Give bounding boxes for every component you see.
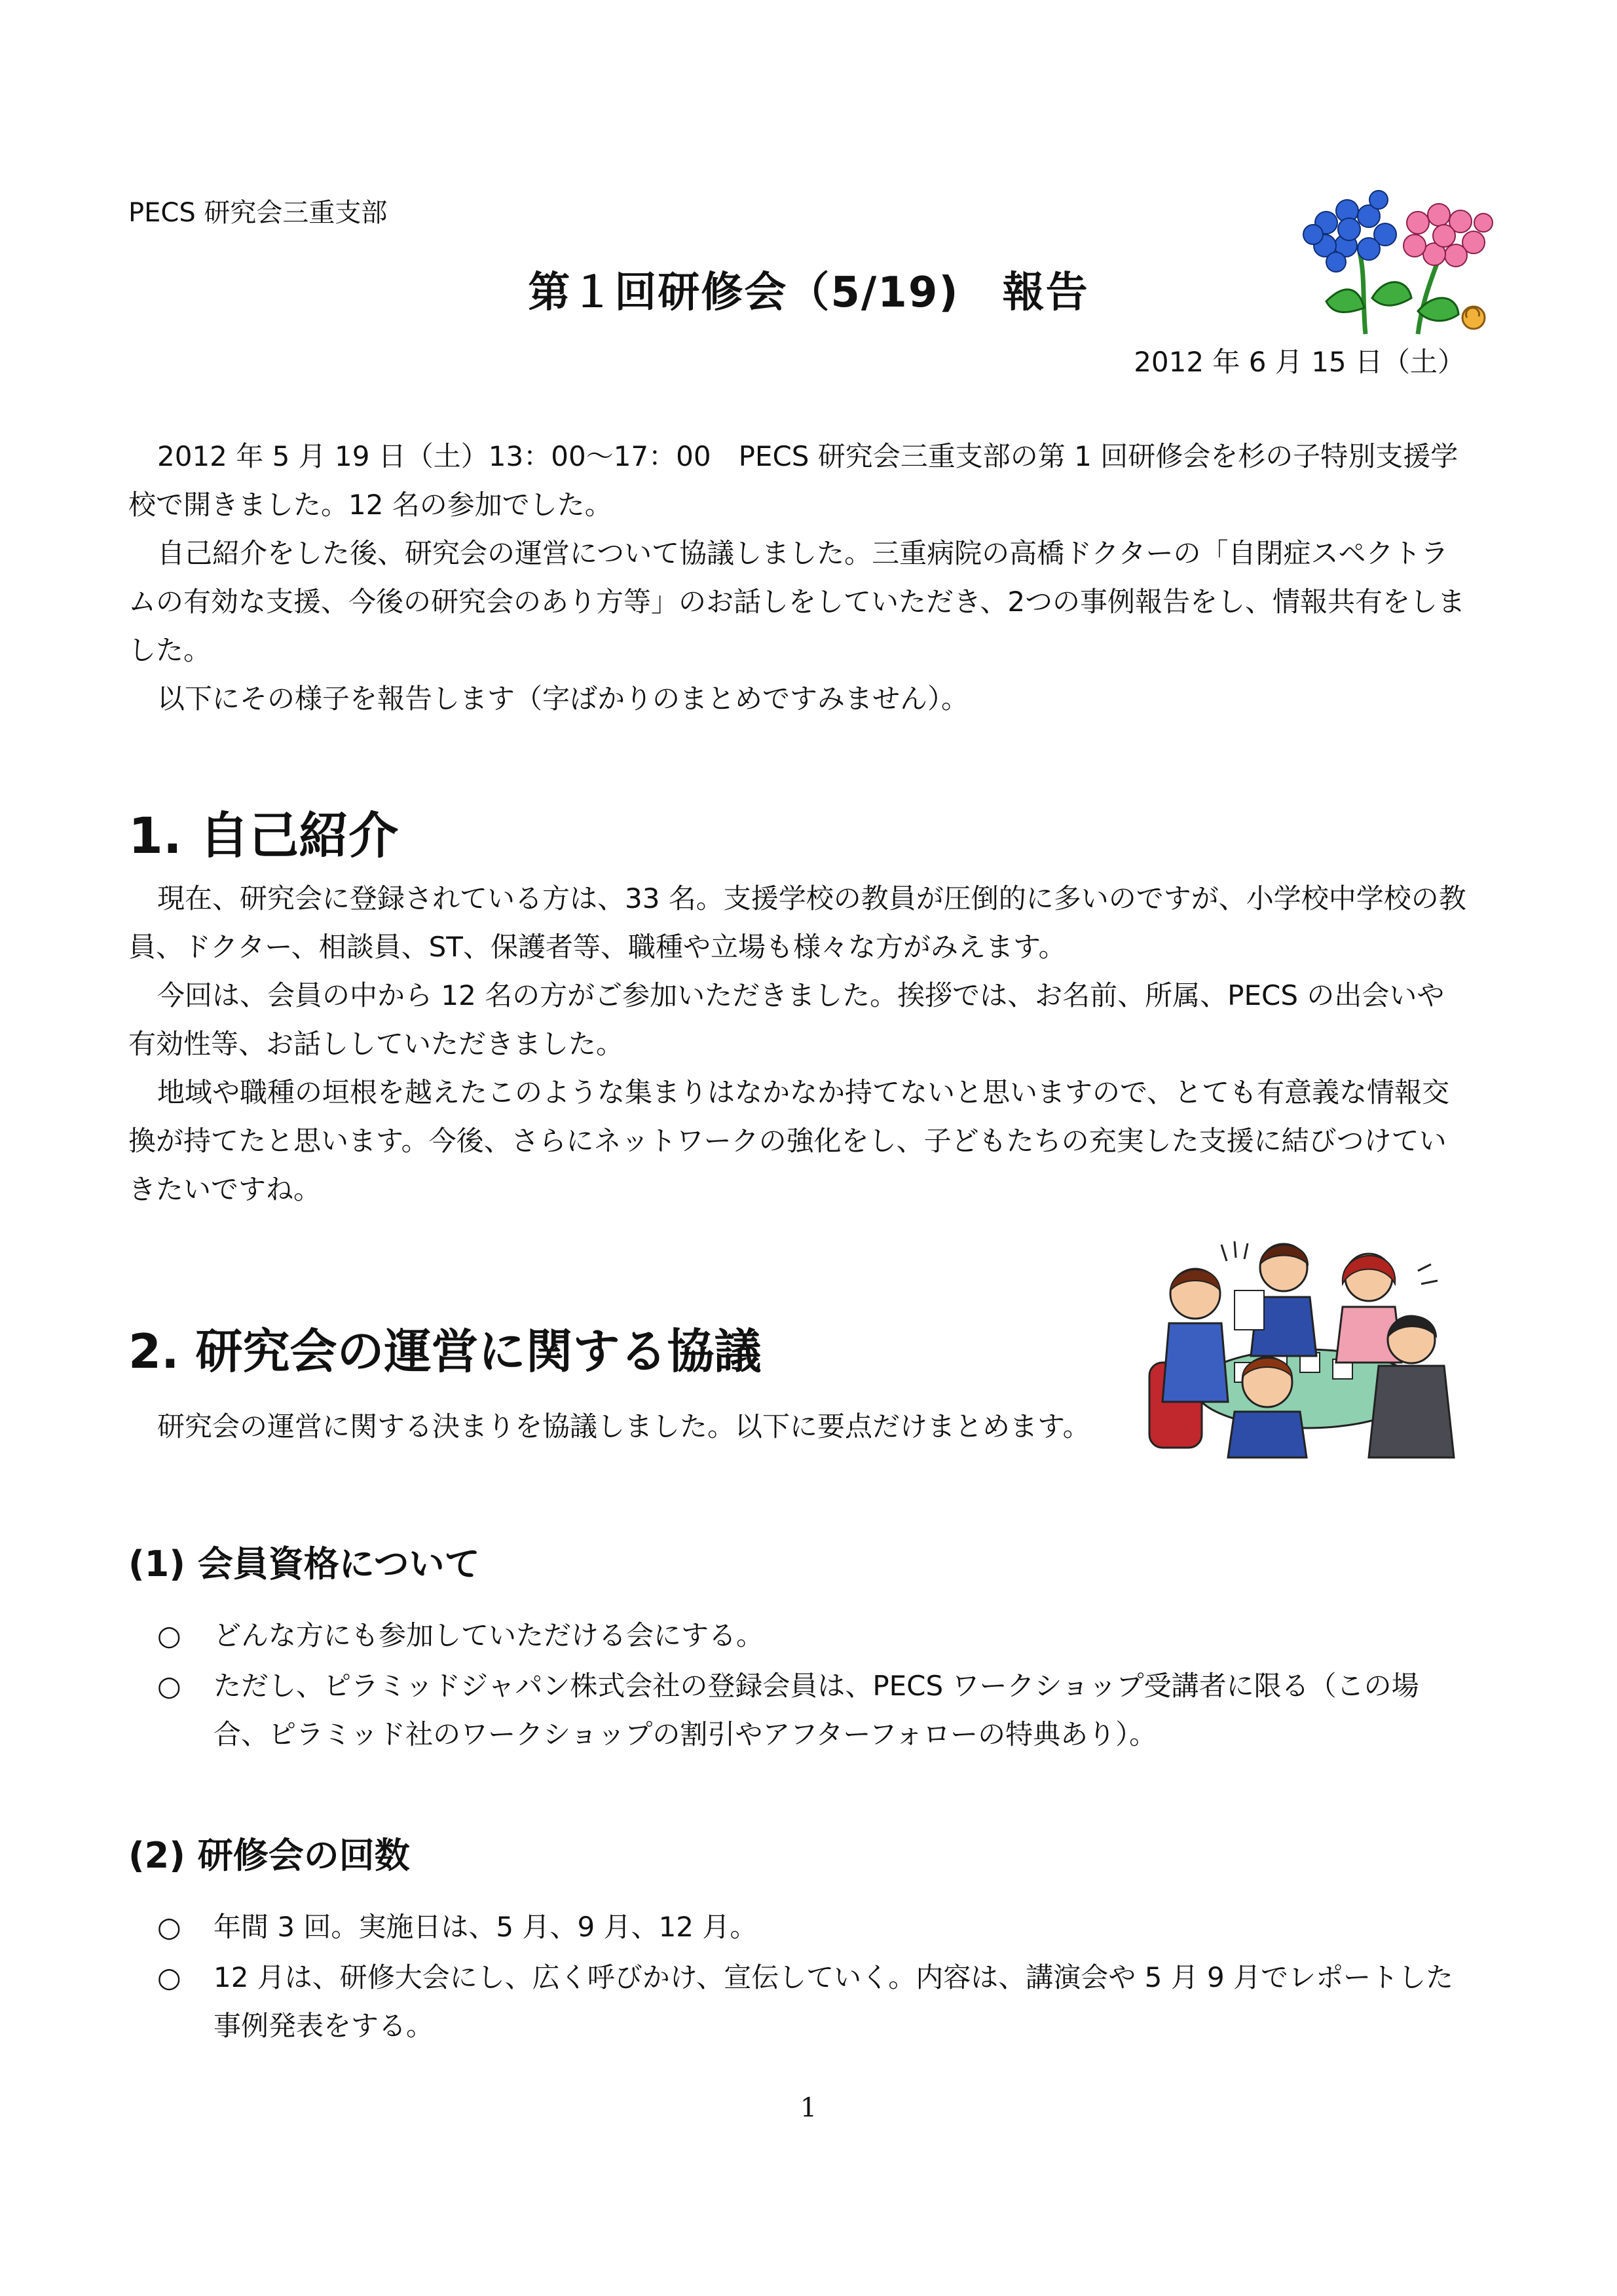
section-heading: 2. 研究会の運営に関する協議 bbox=[128, 1324, 762, 1379]
list-item bbox=[157, 1662, 1474, 1759]
section-1-paragraph: 今回は、会員の中から 12 名の方がご参加いただきました。挨拶では、お名前、所属、PECS の出会いや有効性等、お話ししていただきました。 bbox=[128, 979, 1445, 1060]
membership-list bbox=[157, 1611, 1474, 1761]
section-1-paragraph: 現在、研究会に登録されている方は、33 名。支援学校の教員が圧倒的に多いのですが、小学校中学校の教員、ドクター、相談員、ST、保護者等、職種や立場も様々な方がみえます。 bbox=[128, 882, 1466, 963]
section-2-lead: 研究会の運営に関する決まりを協議しました。以下に要点だけまとめます。 bbox=[157, 1410, 1090, 1442]
schedule-list bbox=[157, 1903, 1474, 2052]
organization-name: PECS 研究会三重支部 bbox=[128, 198, 388, 228]
list-item-text: ただし、ピラミッドジャパン株式会社の登録会員は、PECS ワークショップ受講者に限る（この場合、ピラミッド社のワークショップの割引やアフターフォローの特典あり）。 bbox=[214, 1670, 1419, 1750]
circle-bullet-icon: ○ bbox=[157, 1961, 181, 1993]
list-item bbox=[157, 1611, 1474, 1660]
meeting-illustration bbox=[1143, 1232, 1457, 1461]
intro-text bbox=[128, 432, 1471, 723]
list-item-text: 12 月は、研修大会にし、広く呼びかけ、宣伝していく。内容は、講演会や 5 月 9 月でレポートした事例発表をする。 bbox=[214, 1961, 1454, 2042]
page-number: 1 bbox=[800, 2093, 817, 2123]
section-heading: 1. 自己紹介 bbox=[128, 806, 399, 865]
section-1-paragraph: 地域や職種の垣根を越えたこのような集まりはなかなか持てないと思いますので、とても有意義な情報交換が持てたと思います。今後、さらにネットワークの強化をし、子どもたちの充実した支援に結びつけていきたいですね。 bbox=[128, 1076, 1450, 1205]
circle-bullet-icon: ○ bbox=[157, 1619, 181, 1651]
section-1-text bbox=[128, 875, 1471, 1214]
report-date: 2012 年 6 月 15 日（土） bbox=[1134, 346, 1465, 378]
circle-bullet-icon: ○ bbox=[157, 1911, 181, 1943]
intro-paragraph: 2012 年 5 月 19 日（土）13：00～17：00 PECS 研究会三重支部の第 1 回研修会を杉の子特別支援学校で開きました。12 名の参加でした。 bbox=[128, 440, 1459, 521]
intro-paragraph: 自己紹介をした後、研究会の運営について協議しました。三重病院の高橋ドクターの「自閉症スペクトラムの有効な支援、今後の研究会のあり方等」のお話しをしていただき、2つの事例報告をし、情報共有をしました。 bbox=[128, 537, 1466, 666]
hydrangea-illustration bbox=[1287, 183, 1496, 341]
subsection-heading: (2) 研修会の回数 bbox=[128, 1835, 410, 1876]
list-item-text: どんな方にも参加していただける会にする。 bbox=[214, 1619, 764, 1651]
subsection-heading: (1) 会員資格について bbox=[128, 1543, 480, 1585]
circle-bullet-icon: ○ bbox=[157, 1670, 181, 1702]
report-title: 第１回研修会（5/19) 報告 bbox=[528, 269, 1089, 317]
list-item bbox=[157, 1903, 1474, 1951]
intro-paragraph: 以下にその様子を報告します（字ばかりのまとめですみません）。 bbox=[157, 683, 969, 715]
list-item-text: 年間 3 回。実施日は、5 月、9 月、12 月。 bbox=[214, 1911, 758, 1943]
list-item bbox=[157, 1953, 1474, 2050]
